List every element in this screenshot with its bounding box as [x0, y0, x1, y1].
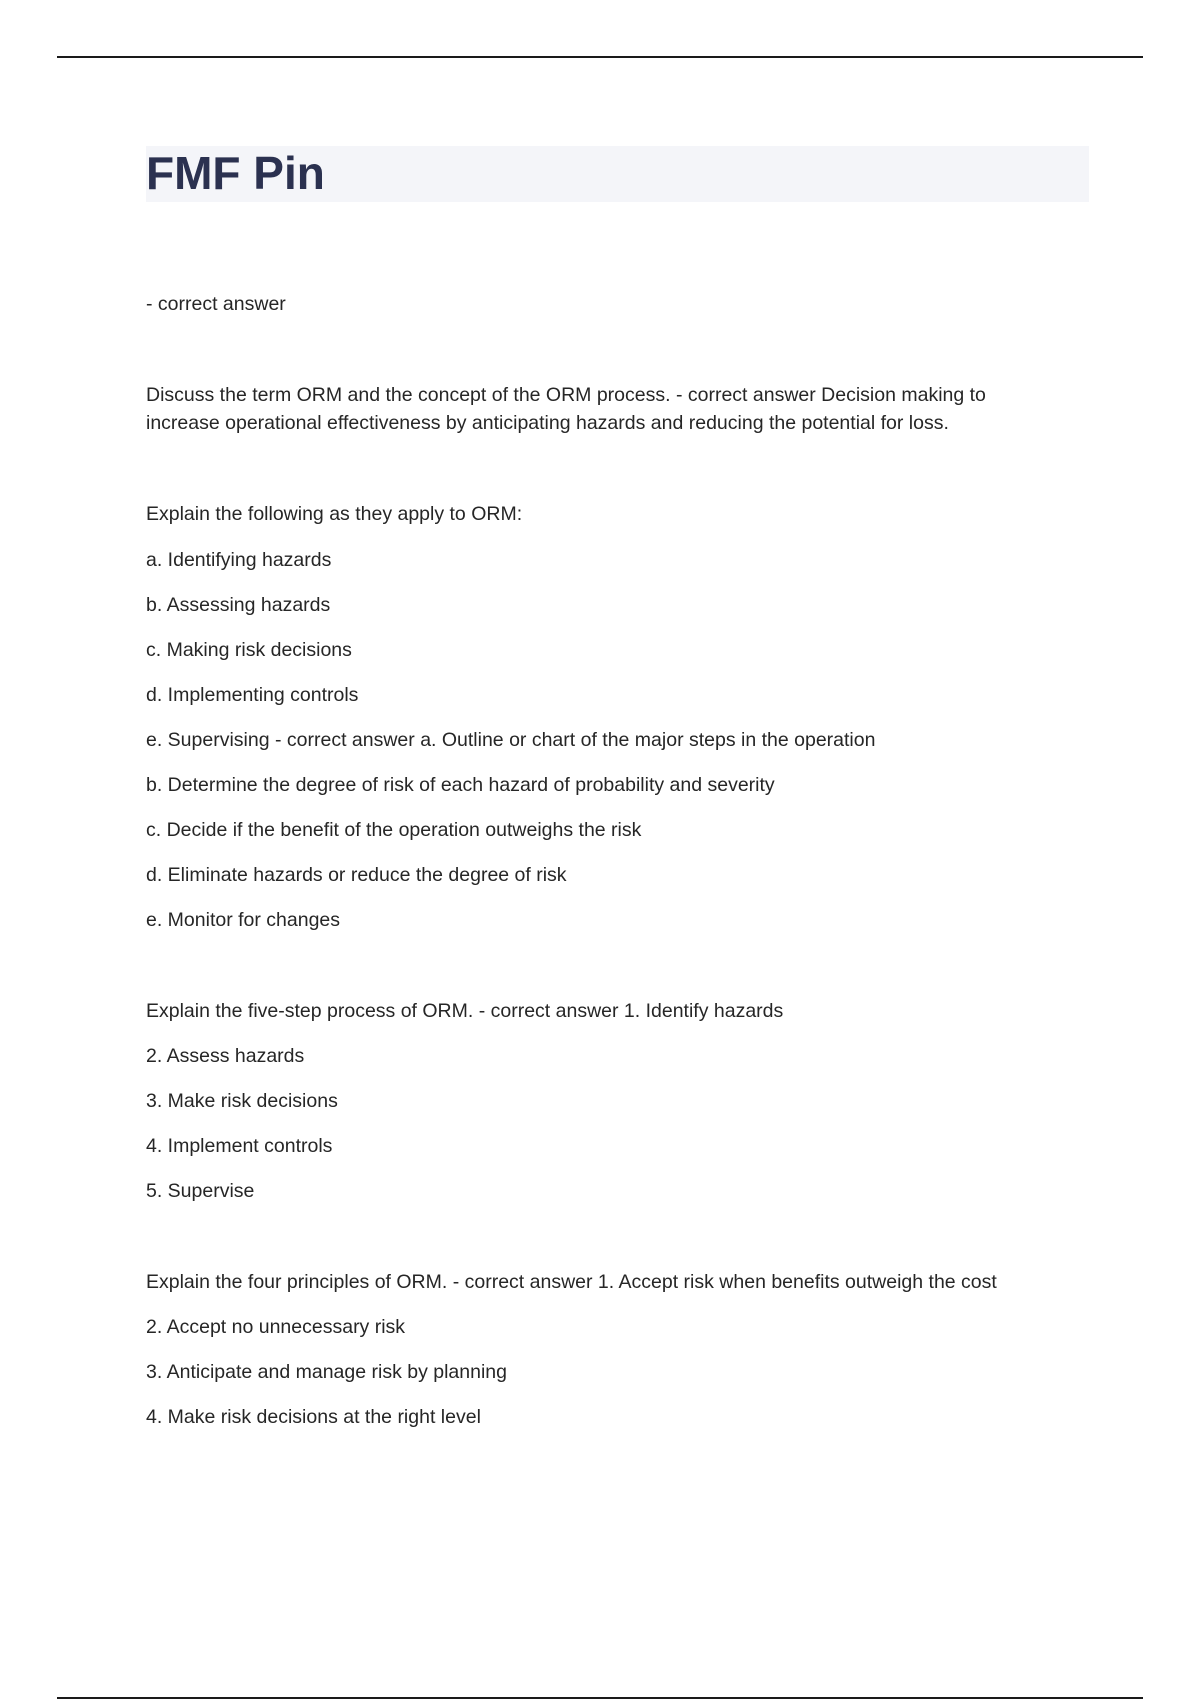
- question-4-line: Explain the four principles of ORM. - correct answer 1. Accept risk when benefits outweigh the cost: [146, 1271, 997, 1293]
- question-2-line: d. Eliminate hazards or reduce the degree of risk: [146, 864, 567, 886]
- document-body: [146, 290, 1046, 1431]
- question-3-line: 3. Make risk decisions: [146, 1090, 338, 1112]
- question-2-line: e. Supervising - correct answer a. Outline or chart of the major steps in the operation: [146, 729, 876, 751]
- question-3: [146, 997, 1046, 1205]
- question-4: [146, 1268, 1046, 1431]
- question-3-line: Explain the five-step process of ORM. - correct answer 1. Identify hazards: [146, 1000, 784, 1022]
- question-2-line: d. Implementing controls: [146, 684, 359, 706]
- question-2-line: a. Identifying hazards: [146, 549, 332, 571]
- question-2-line: c. Making risk decisions: [146, 639, 352, 661]
- spacer: [146, 437, 1046, 500]
- question-3-line: 2. Assess hazards: [146, 1045, 305, 1067]
- header-rule: [57, 56, 1143, 58]
- question-2-line: b. Determine the degree of risk of each hazard of probability and severity: [146, 774, 775, 796]
- footer-rule: [57, 1697, 1143, 1699]
- spacer: [146, 318, 1046, 381]
- question-4-line: 2. Accept no unnecessary risk: [146, 1316, 406, 1338]
- spacer: [146, 934, 1046, 997]
- question-3-line: 5. Supervise: [146, 1180, 255, 1202]
- question-2-line: Explain the following as they apply to ORM:: [146, 503, 523, 525]
- question-2-line: e. Monitor for changes: [146, 909, 341, 931]
- question-2: [146, 500, 1046, 934]
- question-3-line: 4. Implement controls: [146, 1135, 333, 1157]
- question-1: Discuss the term ORM and the concept of the ORM process. - correct answer Decision making to increase operational effectiveness by anticipating hazards and reducing the potential for loss.: [146, 384, 986, 434]
- question-2-line: c. Decide if the benefit of the operation outweighs the risk: [146, 819, 642, 841]
- question-2-line: b. Assessing hazards: [146, 594, 331, 616]
- page-title: FMF Pin: [146, 147, 325, 199]
- intro-answer: - correct answer: [146, 293, 286, 315]
- question-4-line: 3. Anticipate and manage risk by planning: [146, 1361, 507, 1383]
- spacer: [146, 1205, 1046, 1268]
- question-4-line: 4. Make risk decisions at the right level: [146, 1406, 481, 1428]
